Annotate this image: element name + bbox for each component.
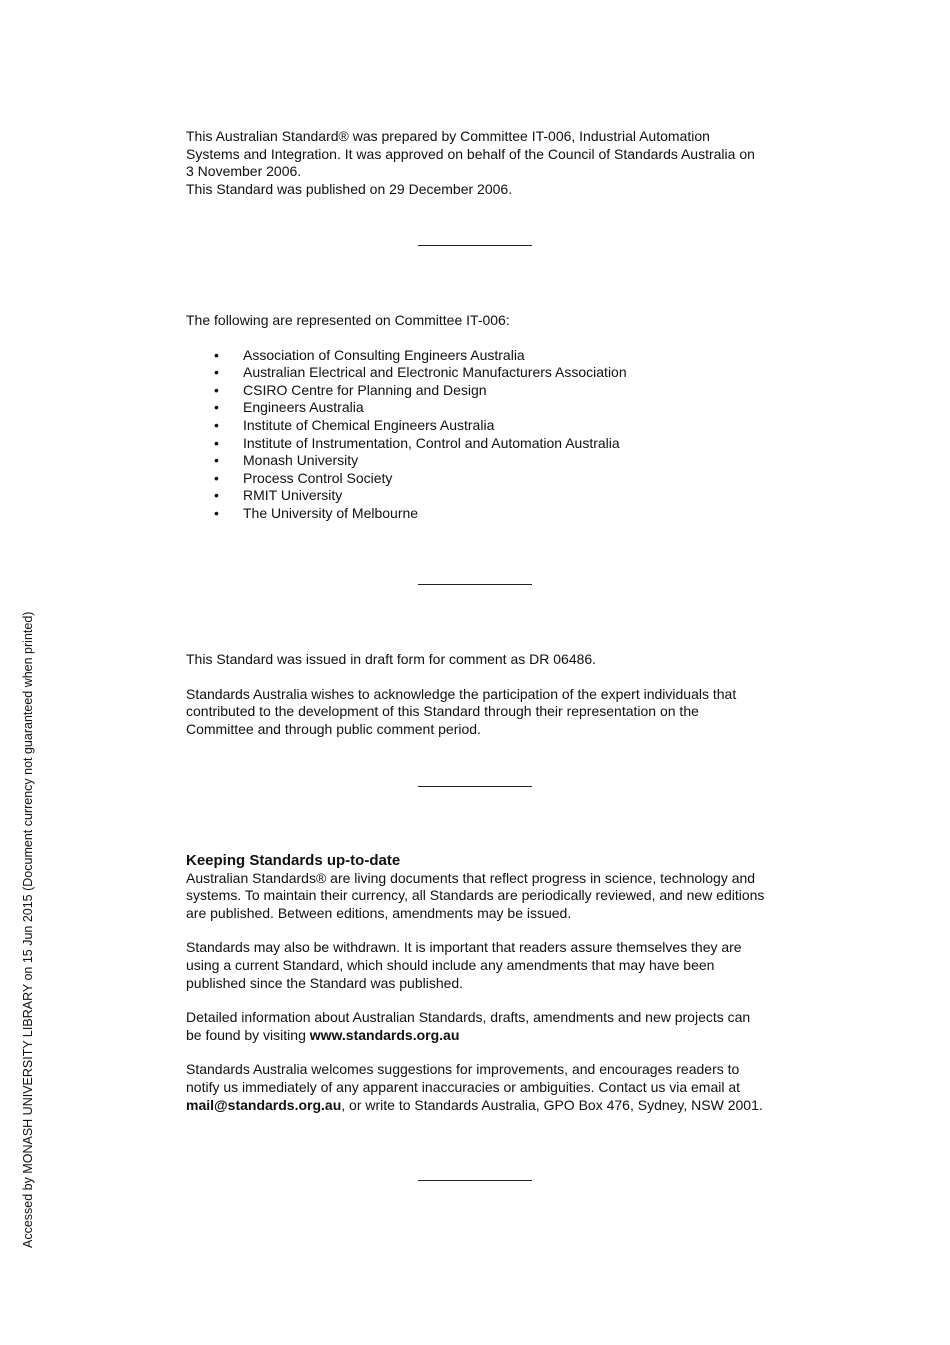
committee-intro: The following are represented on Committee IT-006: xyxy=(186,312,510,328)
list-item: • CSIRO Centre for Planning and Design xyxy=(186,382,786,400)
approval-statement xyxy=(186,128,786,198)
list-item: • Australian Electrical and Electronic Manufacturers Association xyxy=(186,364,786,382)
draft-section xyxy=(186,651,786,738)
access-watermark: Accessed by MONASH UNIVERSITY LIBRARY on 15 Jun 2015 (Document currency not guaranteed when printed) xyxy=(21,611,35,1248)
paragraph-line xyxy=(186,1097,786,1115)
list-item: • Engineers Australia xyxy=(186,399,786,417)
paragraph-line: published since the Standard was published. xyxy=(186,974,464,991)
section-divider xyxy=(418,786,532,787)
list-item: • The University of Melbourne xyxy=(186,505,786,523)
list-item: • RMIT University xyxy=(186,487,786,505)
section-divider xyxy=(418,245,532,246)
section-divider xyxy=(418,584,532,585)
section-divider xyxy=(418,1180,532,1181)
list-item: • Monash University xyxy=(186,452,786,470)
paragraph-line: systems. To maintain their currency, all Standards are periodically reviewed, and new editions xyxy=(186,887,765,904)
list-item: • Process Control Society xyxy=(186,470,786,488)
acknowledgement-line: contributed to the development of this Standard through their representation on the xyxy=(186,703,699,720)
paragraph-line: notify us immediately of any apparent inaccuracies or ambiguities. Contact us via email at xyxy=(186,1078,741,1095)
paragraph-line xyxy=(186,1027,786,1045)
list-item: • Institute of Chemical Engineers Australia xyxy=(186,417,786,435)
keeping-standards-section xyxy=(186,852,786,1114)
paragraph-line: are published. Between editions, amendments may be issued. xyxy=(186,904,572,921)
acknowledgement-line: Committee and through public comment period. xyxy=(186,720,481,737)
address-text: , or write to Standards Australia, GPO Box 476, Sydney, NSW 2001. xyxy=(341,1096,763,1113)
approval-line: This Australian Standard® was prepared by Committee IT-006, Industrial Automation xyxy=(186,128,710,144)
visit-text: be found by visiting xyxy=(186,1026,310,1043)
list-item: • Institute of Instrumentation, Control and Automation Australia xyxy=(186,435,786,453)
email-link[interactable]: mail@standards.org.au xyxy=(186,1096,342,1113)
list-item: • Association of Consulting Engineers Australia xyxy=(186,347,786,365)
website-link[interactable]: www.standards.org.au xyxy=(309,1026,460,1043)
paragraph-line: Standards may also be withdrawn. It is important that readers assure themselves they are xyxy=(186,939,742,956)
approval-line: 3 November 2006. xyxy=(186,163,302,180)
paragraph-line: Standards Australia welcomes suggestions for improvements, and encourages readers to xyxy=(186,1061,740,1078)
draft-issued-text: This Standard was issued in draft form for comment as DR 06486. xyxy=(186,651,597,667)
acknowledgement-line: Standards Australia wishes to acknowledge the participation of the expert individuals that xyxy=(186,685,737,702)
committee-section xyxy=(186,312,786,523)
paragraph-line: Detailed information about Australian Standards, drafts, amendments and new projects can xyxy=(186,1009,751,1026)
paragraph-line: using a current Standard, which should include any amendments that may have been xyxy=(186,956,715,973)
committee-member-list xyxy=(186,347,786,523)
approval-line: Systems and Integration. It was approved on behalf of the Council of Standards Australia on xyxy=(186,145,755,162)
section-heading: Keeping Standards up-to-date xyxy=(186,852,401,869)
paragraph-line: Australian Standards® are living documents that reflect progress in science, technology and xyxy=(186,869,756,886)
publication-line: This Standard was published on 29 December 2006. xyxy=(186,180,513,197)
